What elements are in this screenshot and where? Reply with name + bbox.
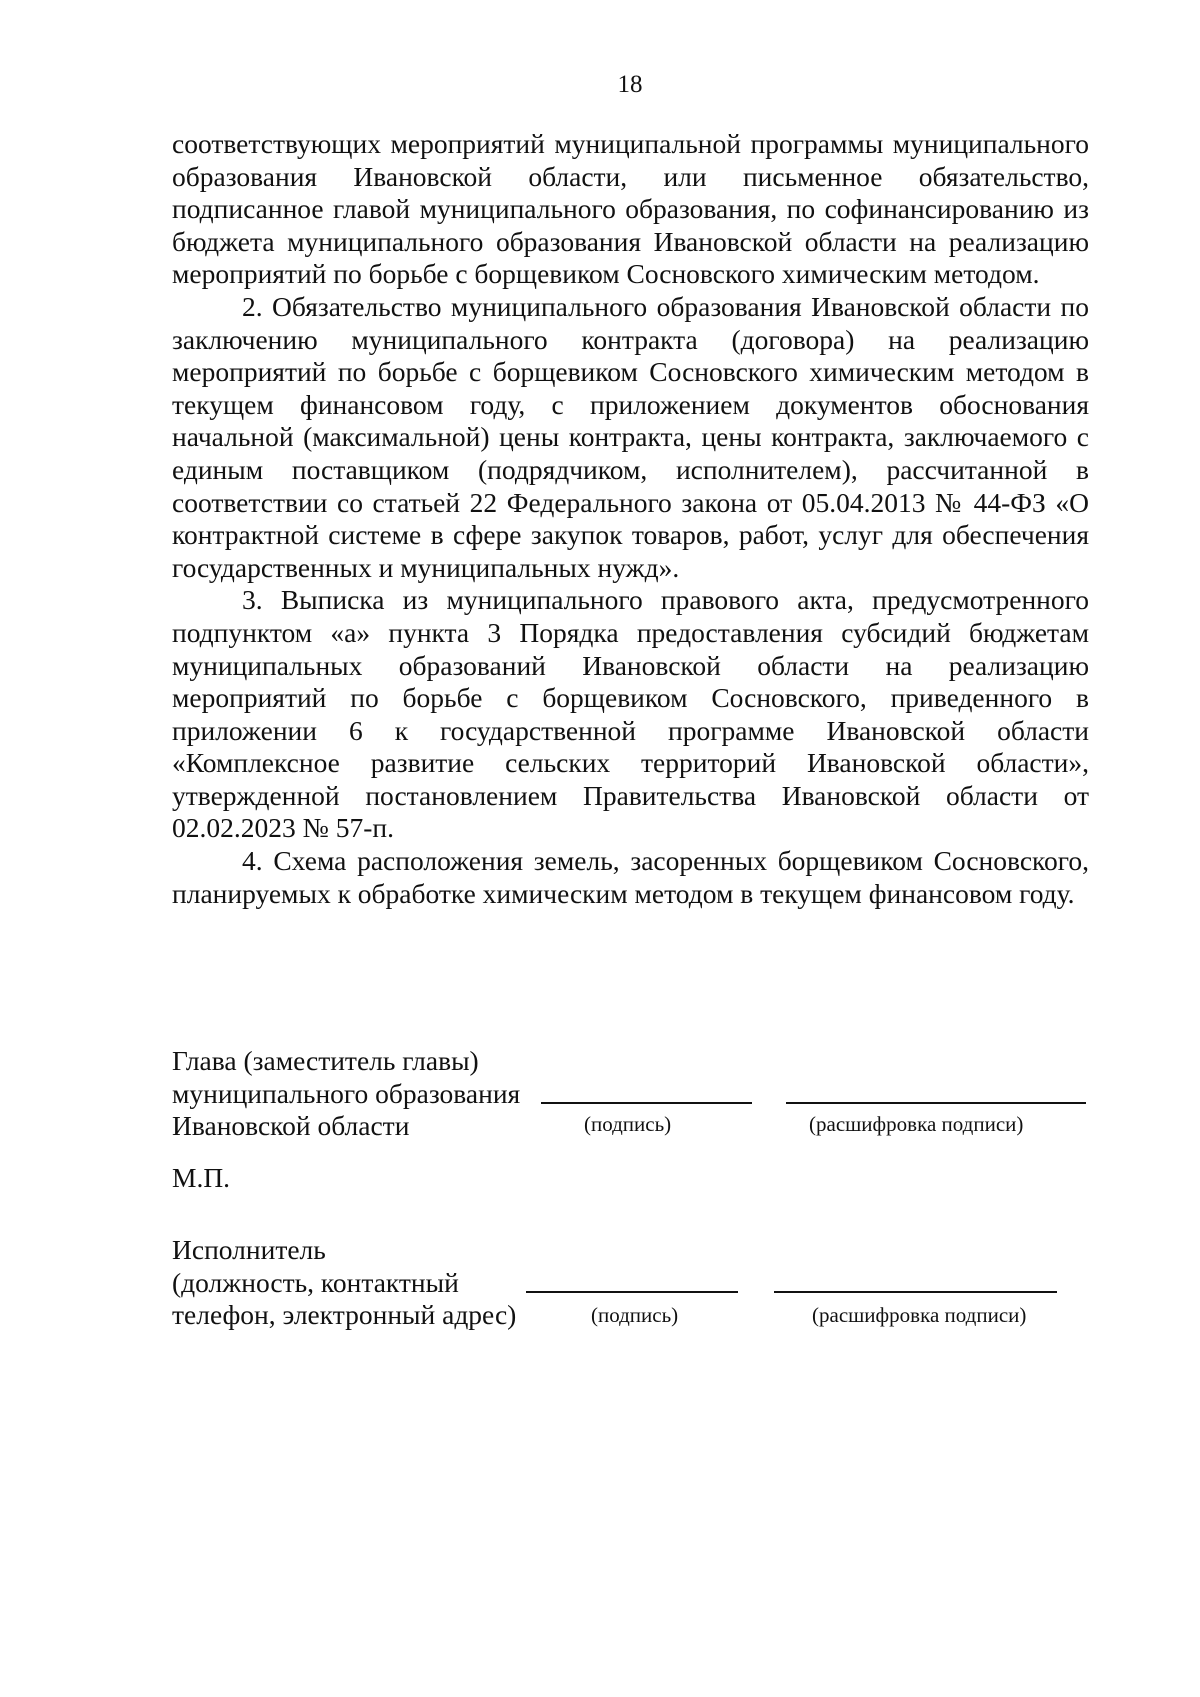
signature-executor-line-2: (должность, контактный (172, 1266, 459, 1298)
paragraph-item-4: 4. Схема расположения земель, засоренных борщевиком Сосновского, планируемых к обработке химическим методом в текущем финансовом году. (172, 845, 1089, 909)
signature-head-line-1: Глава (заместитель главы) (172, 1045, 479, 1076)
signature-head-sign-caption: (подпись) (584, 1112, 672, 1136)
document-body (172, 128, 1089, 910)
signature-executor-labels (172, 1234, 516, 1332)
paragraph-item-3: 3. Выписка из муниципального правового акта, предусмотренного подпунктом «а» пункта 3 Порядка предоставления субсидий бюджетам муниципальных образований Ивановской области на реализацию мероприятий по борьбе с борщевиком Сосновского, приведенного в приложении 6 к государственной программе Ивановской области «Комплексное развитие сельских территорий Ивановской области», утвержденной постановлением Правительства Ивановской области от 02.02.2023 № 57-п. (172, 584, 1089, 844)
signature-executor-sign-line (526, 1291, 738, 1293)
signature-executor-decoding-caption: (расшифровка подписи) (812, 1303, 1027, 1327)
stamp-place: М.П. (172, 1162, 231, 1193)
signature-head-line-3: Ивановской области (172, 1110, 410, 1142)
paragraph-continuation: соответствующих мероприятий муниципальной программы муниципального образования Ивановской области, или письменное обязательство, подписанное главой муниципального образования, по софинансированию из бюджета муниципального образования Ивановской области на реализацию мероприятий по борьбе с борщевиком Сосновского химическим методом. (172, 128, 1089, 290)
signature-executor-line-1: Исполнитель (172, 1234, 326, 1265)
signature-head-decoding-caption: (расшифровка подписи) (809, 1112, 1024, 1136)
signature-executor-line-3: телефон, электронный адрес) (172, 1299, 517, 1331)
signature-executor-sign-caption: (подпись) (591, 1303, 679, 1327)
page-number: 18 (617, 71, 643, 98)
signature-head-sign-line (541, 1102, 752, 1104)
signature-head-decoding-line (786, 1102, 1086, 1104)
signature-executor-decoding-line (774, 1291, 1057, 1293)
signature-head-labels (172, 1045, 520, 1143)
paragraph-item-2: 2. Обязательство муниципального образования Ивановской области по заключению муниципального контракта (договора) на реализацию мероприятий по борьбе с борщевиком Сосновского химическим методом в текущем финансовом году, с приложением документов обоснования начальной (максимальной) цены контракта, цены контракта, заключаемого с единым поставщиком (подрядчиком, исполнителем), рассчитанной в соответствии со статьей 22 Федерального закона от 05.04.2013 № 44-ФЗ «О контрактной системе в сфере закупок товаров, работ, услуг для обеспечения государственных и муниципальных нужд». (172, 290, 1089, 583)
signature-head-line-2: муниципального образования (172, 1077, 521, 1109)
